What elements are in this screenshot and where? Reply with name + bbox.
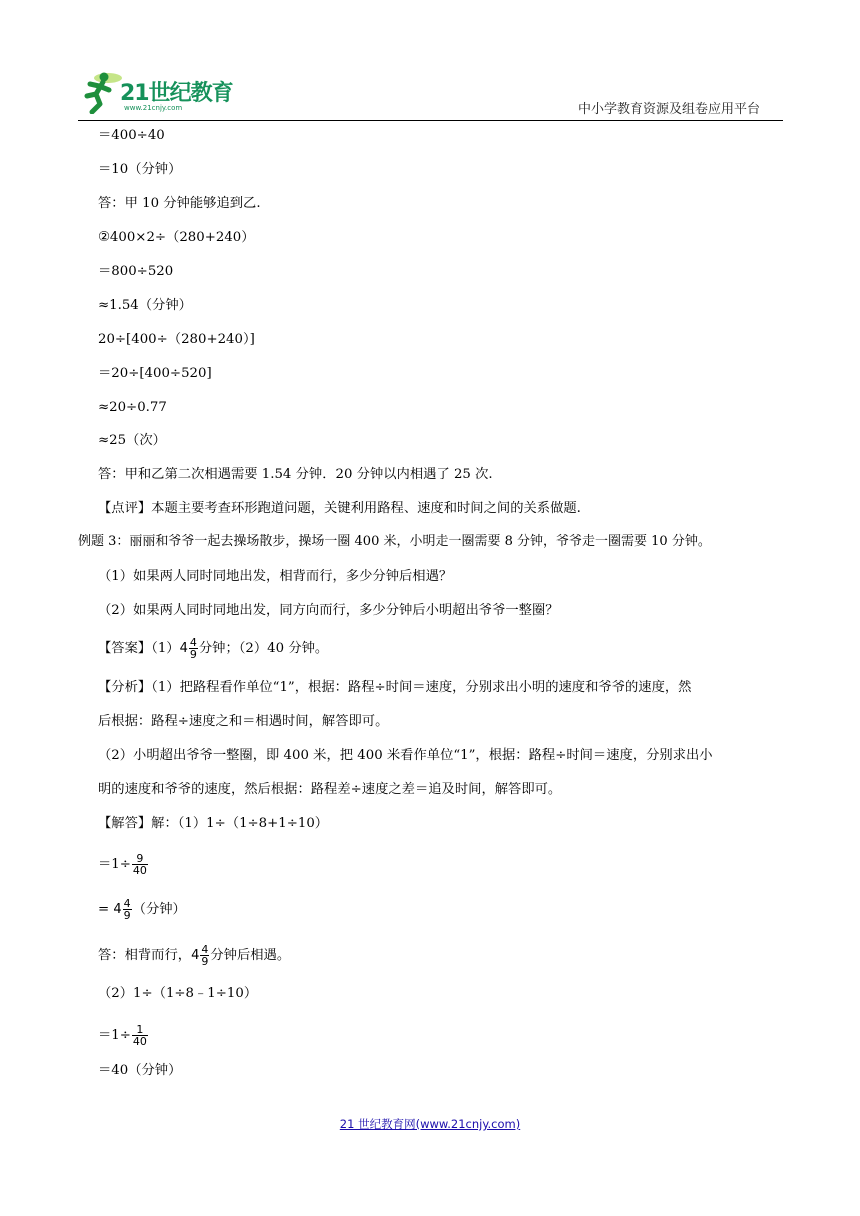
analysis-line: 后根据：路程÷速度之和＝相遇时间，解答即可。 — [98, 714, 389, 729]
solution-line — [98, 853, 149, 876]
analysis-line: （2）小明超出爷爷一整圈，即 400 米，把 400 米看作单位“1”，根据：路程÷时间＝速度，分别求出小 — [98, 748, 713, 763]
analysis-line: 明的速度和爷爷的速度，然后根据：路程差÷速度之差＝追及时间，解答即可。 — [98, 782, 562, 797]
comment-line: 【点评】本题主要考查环形跑道问题，关键利用路程、速度和时间之间的关系做题. — [98, 501, 581, 516]
logo-text: 21世纪教育 — [120, 81, 233, 106]
fraction — [123, 898, 132, 921]
solution-line: ＝40（分钟） — [98, 1063, 182, 1078]
runner-logo-icon — [78, 68, 124, 114]
mixed-number-integer: 4 — [191, 948, 200, 963]
text-line: ＝20÷[400÷520] — [98, 366, 212, 381]
fraction-numerator: 4 — [123, 897, 131, 910]
fraction-denominator: 9 — [201, 955, 209, 968]
mixed-number-integer: 4 — [179, 641, 188, 656]
text-line: 答：甲和乙第二次相遇需要 1.54 分钟．20 分钟以内相遇了 25 次. — [98, 467, 493, 482]
expression-text: = — [98, 902, 114, 917]
solution-line: （2）1÷（1÷8﹣1÷10） — [98, 986, 258, 1001]
example-heading: 例题 3：丽丽和爷爷一起去操场散步，操场一圈 400 米，小明走一圈需要 8 分钟，爷爷走一圈需要 10 分钟。 — [78, 534, 711, 549]
analysis-line: 【分析】（1）把路程看作单位“1”，根据：路程÷时间＝速度，分别求出小明的速度和爷爷的速度，然 — [98, 680, 692, 695]
header-divider — [78, 120, 783, 121]
fraction-numerator: 1 — [132, 1024, 148, 1036]
fraction-numerator: 4 — [189, 636, 197, 649]
fraction-denominator: 9 — [123, 909, 131, 922]
mixed-number-integer: 4 — [113, 902, 122, 917]
solution-line: 【解答】解：（1）1÷（1÷8+1÷10） — [98, 816, 329, 831]
platform-title: 中小学教育资源及组卷应用平台 — [578, 102, 761, 117]
text-line: ＝10（分钟） — [98, 162, 182, 177]
text-line: ②400×2÷（280+240） — [98, 230, 255, 245]
solution-line — [98, 1024, 149, 1047]
fraction — [189, 637, 198, 660]
expression-text: ＝1÷ — [98, 857, 131, 872]
solution-line — [98, 944, 290, 967]
fraction-numerator: 9 — [132, 853, 148, 865]
expression-text: （分钟） — [132, 902, 186, 917]
answer-prefix: 【答案】（1） — [98, 641, 180, 656]
answer-suffix: 分钟；（2）40 分钟。 — [198, 641, 329, 656]
expression-text: ＝1÷ — [98, 1028, 131, 1043]
question-line: （1）如果两人同时同地出发，相背而行，多少分钟后相遇？ — [98, 569, 453, 584]
text-line: ＝800÷520 — [98, 264, 174, 279]
fraction-denominator: 40 — [132, 1035, 147, 1048]
text-line: ≈20÷0.77 — [98, 400, 167, 415]
fraction-denominator: 40 — [132, 864, 147, 877]
page-header — [0, 0, 860, 122]
expression-text: 分钟后相遇。 — [210, 948, 291, 963]
text-line: ≈25（次） — [98, 433, 166, 448]
page-footer — [0, 1113, 860, 1132]
logo — [78, 68, 258, 116]
solution-line — [98, 898, 186, 921]
text-line: 答：甲 10 分钟能够追到乙. — [98, 196, 261, 211]
footer-link[interactable]: 21 世纪教育网(www.21cnjy.com) — [339, 1117, 521, 1131]
fraction — [132, 853, 148, 876]
text-line: ＝400÷40 — [98, 128, 165, 143]
question-line: （2）如果两人同时同地出发，同方向而行，多少分钟后小明超出爷爷一整圈？ — [98, 603, 559, 618]
fraction — [200, 944, 209, 967]
answer-line — [98, 637, 328, 660]
text-line: 20÷[400÷（280+240）] — [98, 332, 255, 347]
fraction — [132, 1024, 148, 1047]
fraction-denominator: 9 — [189, 648, 197, 661]
logo-url: www.21cnjy.com — [124, 104, 183, 112]
text-line: ≈1.54（分钟） — [98, 298, 192, 313]
fraction-numerator: 4 — [201, 943, 209, 956]
expression-text: 答：相背而行， — [98, 948, 192, 963]
